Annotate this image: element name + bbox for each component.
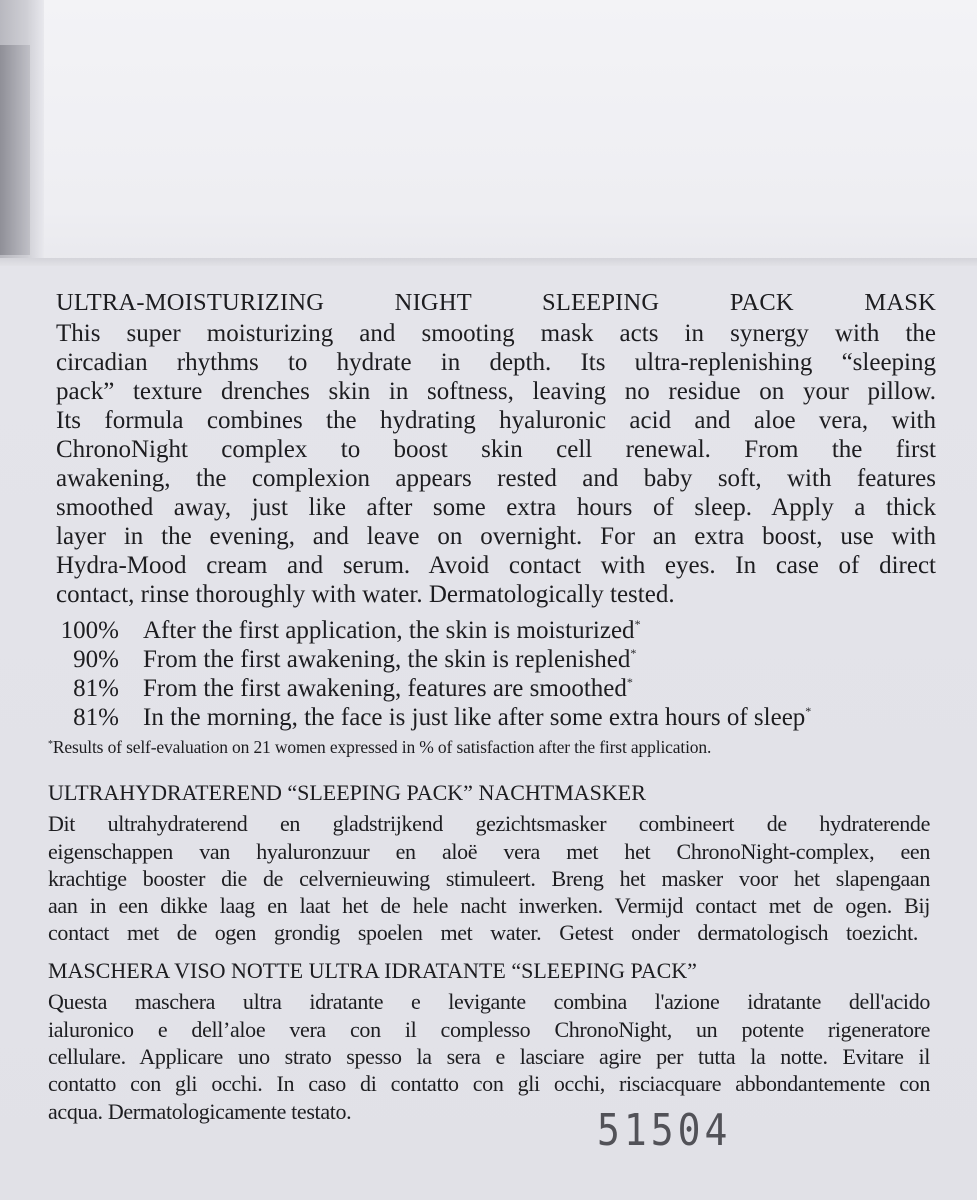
result-asterisk: * bbox=[630, 646, 637, 660]
english-line: This super moisturizing and smooting mask acts in synergy with the bbox=[56, 320, 936, 347]
result-percent: 81% bbox=[73, 675, 119, 702]
italian-title: MASCHERA VISO NOTTE ULTRA IDRATANTE “SLEEPING PACK” bbox=[48, 958, 697, 983]
english-line: contact, rinse thoroughly with water. Dermatologically tested. bbox=[56, 581, 675, 608]
dutch-line: aan in een dikke laag en laat het de hele nacht inwerken. Vermijd contact met de ogen. Bij bbox=[48, 893, 930, 918]
result-asterisk: * bbox=[805, 704, 812, 718]
italian-line: cellulare. Applicare uno strato spesso la sera e lasciare agire per tutta la notte. Evitare il bbox=[48, 1044, 930, 1069]
english-line: smoothed away, just like after some extra hours of sleep. Apply a thick bbox=[56, 494, 936, 521]
dutch-line: contact met de ogen grondig spoelen met water. Getest onder dermatologisch toezicht. bbox=[48, 920, 918, 945]
italian-line: Questa maschera ultra idratante e levigante combina l'azione idratante dell'acido bbox=[48, 989, 930, 1014]
result-text: In the morning, the face is just like after some extra hours of sleep bbox=[143, 704, 806, 731]
result-text: From the first awakening, features are smoothed bbox=[143, 675, 627, 702]
english-line: Hydra-Mood cream and serum. Avoid contact with eyes. In case of direct bbox=[56, 552, 936, 579]
english-line: pack” texture drenches skin in softness, leaving no residue on your pillow. bbox=[56, 378, 936, 405]
footnote bbox=[48, 737, 711, 758]
dutch-line: krachtige booster die de celvernieuwing stimuleert. Breng het masker voor het slapengaan bbox=[48, 866, 930, 891]
italian-line: acqua. Dermatologicamente testato. bbox=[48, 1099, 352, 1124]
dutch-title: ULTRAHYDRATEREND “SLEEPING PACK” NACHTMASKER bbox=[48, 780, 646, 805]
result-text: From the first awakening, the skin is replenished bbox=[143, 646, 631, 673]
result-asterisk: * bbox=[634, 617, 641, 631]
batch-code: 51504 bbox=[597, 1104, 732, 1156]
result-percent: 81% bbox=[73, 704, 119, 731]
footnote-asterisk: * bbox=[48, 739, 53, 750]
english-line: circadian rhythms to hydrate in depth. Its ultra-replenishing “sleeping bbox=[56, 349, 936, 376]
english-title: ULTRA-MOISTURIZING NIGHT SLEEPING PACK MASK bbox=[56, 289, 936, 316]
result-text: After the first application, the skin is moisturized bbox=[143, 617, 635, 644]
english-line: layer in the evening, and leave on overnight. For an extra boost, use with bbox=[56, 523, 936, 550]
result-percent: 100% bbox=[60, 617, 119, 644]
dutch-line: Dit ultrahydraterend en gladstrijkend gezichtsmasker combineert de hydraterende bbox=[48, 811, 930, 836]
english-line: Its formula combines the hydrating hyaluronic acid and aloe vera, with bbox=[56, 407, 936, 434]
italian-line: ialuronico e dell’aloe vera con il complesso ChronoNight, un potente rigeneratore bbox=[48, 1017, 930, 1042]
result-percent: 90% bbox=[73, 646, 119, 673]
italian-line: contatto con gli occhi. In caso di contatto con gli occhi, risciacquare abbondantemente con bbox=[48, 1071, 930, 1096]
english-line: ChronoNight complex to boost skin cell renewal. From the first bbox=[56, 436, 936, 463]
footnote-text: Results of self-evaluation on 21 women expressed in % of satisfaction after the first application. bbox=[52, 737, 712, 757]
english-line: awakening, the complexion appears rested and baby soft, with features bbox=[56, 465, 936, 492]
dutch-line: eigenschappen van hyaluronzuur en aloë vera met het ChronoNight-complex, een bbox=[48, 839, 930, 864]
result-asterisk: * bbox=[626, 675, 633, 689]
